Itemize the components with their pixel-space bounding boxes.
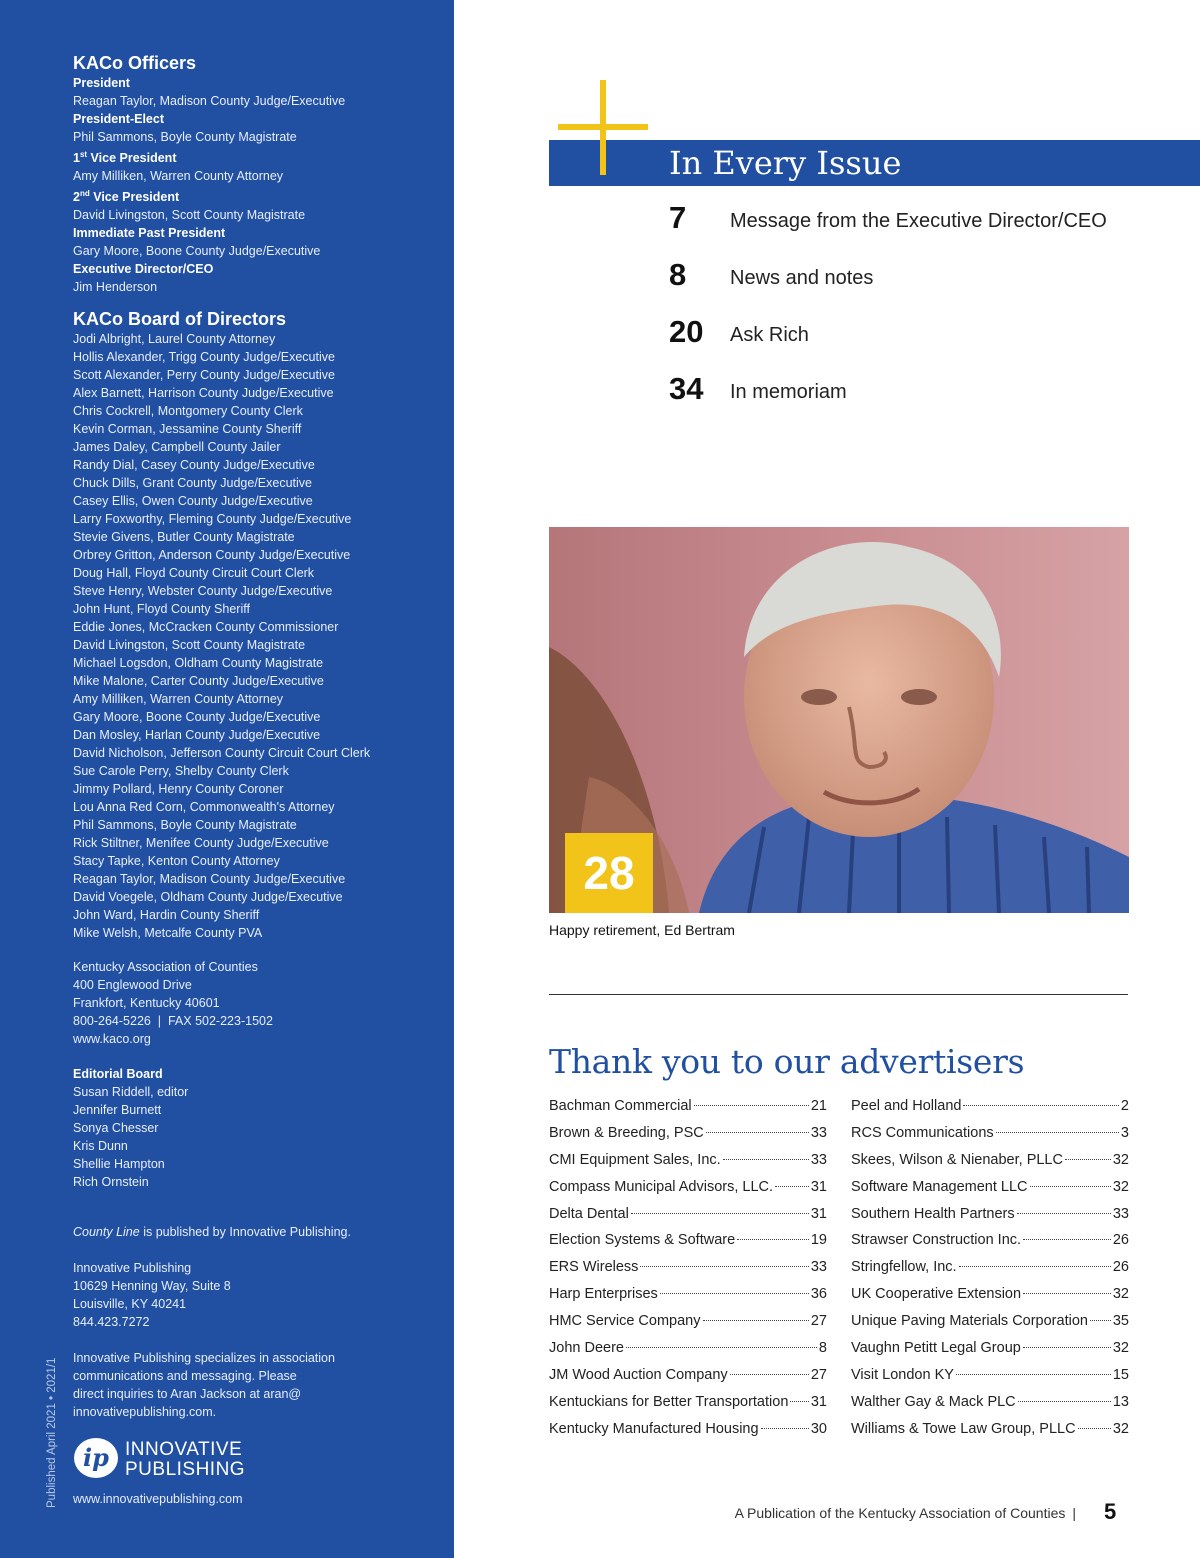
- advertiser-page: 19: [810, 1232, 827, 1249]
- advertiser-page: 26: [1112, 1232, 1129, 1249]
- advertiser-row[interactable]: [549, 1421, 827, 1448]
- advertiser-name: Bachman Commercial: [549, 1098, 692, 1114]
- dot-leader: [694, 1105, 809, 1106]
- advertiser-name: John Deere: [549, 1340, 624, 1357]
- advertiser-row[interactable]: [549, 1232, 827, 1259]
- advertiser-row[interactable]: [549, 1340, 827, 1367]
- issue-label: Message from the Executive Director/CEO: [730, 210, 1107, 232]
- advertiser-name: RCS Communications: [851, 1124, 994, 1141]
- dot-leader: [1023, 1293, 1111, 1294]
- officer-role: 2nd Vice President: [73, 189, 180, 205]
- publisher-city: Louisville, KY 40241: [73, 1297, 187, 1311]
- publication-date-note: Published April 2021 • 2021/1: [46, 1357, 58, 1508]
- editorial-member: Susan Riddell, editor: [73, 1085, 189, 1099]
- officer-role: President-Elect: [73, 112, 165, 126]
- editorial-member: Sonya Chesser: [73, 1121, 159, 1135]
- advertiser-row[interactable]: [851, 1340, 1129, 1367]
- dot-leader: [626, 1347, 817, 1348]
- advertiser-page: 27: [810, 1366, 827, 1383]
- association-phone: 800-264-5226 | FAX 502-223-1502: [73, 1014, 273, 1028]
- advertiser-name: Walther Gay & Mack PLC: [851, 1393, 1016, 1410]
- advertiser-name: JM Wood Auction Company: [549, 1366, 728, 1383]
- board-member: Dan Mosley, Harlan County Judge/Executive: [73, 728, 321, 743]
- board-member: David Voegele, Oldham County Judge/Executive: [73, 890, 343, 905]
- advertiser-row[interactable]: [851, 1125, 1129, 1152]
- feature-page-badge: 28: [565, 833, 653, 913]
- footer-text: A Publication of the Kentucky Association of Counties: [734, 1505, 1066, 1521]
- officer-name: Gary Moore, Boone County Judge/Executive: [73, 244, 321, 259]
- advertiser-row[interactable]: [851, 1259, 1129, 1286]
- in-every-issue-title: In Every Issue: [669, 144, 902, 182]
- advertiser-page: 27: [810, 1313, 827, 1330]
- dot-leader: [959, 1266, 1111, 1267]
- publication-name: County Line: [73, 1225, 140, 1239]
- issue-page-number: 34: [669, 371, 704, 406]
- advertiser-row[interactable]: [851, 1313, 1129, 1340]
- publisher-blurb: [73, 1349, 443, 1421]
- advertiser-name: Software Management LLC: [851, 1178, 1028, 1195]
- advertiser-name: ERS Wireless: [549, 1259, 639, 1276]
- advertiser-name: Delta Dental: [549, 1205, 629, 1222]
- association-web[interactable]: www.kaco.org: [73, 1032, 151, 1046]
- board-member: Steve Henry, Webster County Judge/Executive: [73, 584, 333, 599]
- issue-label: In memoriam: [730, 381, 847, 403]
- board-member: Chris Cockrell, Montgomery County Clerk: [73, 404, 303, 419]
- footer-separator: |: [1072, 1505, 1076, 1521]
- board-heading: KACo Board of Directors: [73, 309, 287, 330]
- advertiser-page: 36: [810, 1286, 827, 1303]
- dot-leader: [775, 1186, 809, 1187]
- publisher-address: [73, 1259, 443, 1331]
- advertiser-name: Kentuckians for Better Transportation: [549, 1393, 789, 1410]
- advertiser-name: Visit London KY: [851, 1366, 954, 1383]
- board-member: Lou Anna Red Corn, Commonwealth's Attorney: [73, 800, 335, 815]
- board-member: Larry Foxworthy, Fleming County Judge/Executive: [73, 512, 352, 527]
- dot-leader: [761, 1428, 809, 1429]
- publisher-statement: [73, 1223, 443, 1241]
- board-member: John Hunt, Floyd County Sheriff: [73, 602, 250, 617]
- advertiser-row[interactable]: [549, 1259, 827, 1286]
- advertiser-row[interactable]: [549, 1394, 827, 1421]
- advertiser-row[interactable]: [549, 1286, 827, 1313]
- advertiser-name: Stringfellow, Inc.: [851, 1259, 957, 1276]
- advertiser-name: Southern Health Partners: [851, 1205, 1015, 1222]
- footer: [735, 1505, 1083, 1521]
- advertiser-name: HMC Service Company: [549, 1313, 701, 1330]
- blurb-line: Innovative Publishing specializes in association: [73, 1351, 335, 1365]
- issue-page-number: 20: [669, 314, 704, 349]
- page-number: 5: [1104, 1499, 1117, 1524]
- board-member: Reagan Taylor, Madison County Judge/Executive: [73, 872, 346, 887]
- officer-role: Immediate Past President: [73, 226, 226, 241]
- advertiser-name: Kentucky Manufactured Housing: [549, 1420, 759, 1437]
- board-member: Orbrey Gritton, Anderson County Judge/Executive: [73, 548, 351, 563]
- board-member: Scott Alexander, Perry County Judge/Executive: [73, 368, 335, 383]
- board-member: John Ward, Hardin County Sheriff: [73, 908, 260, 923]
- advertiser-row[interactable]: [851, 1232, 1129, 1259]
- dot-leader: [631, 1213, 809, 1214]
- advertiser-row[interactable]: [549, 1206, 827, 1233]
- board-member: Jodi Albright, Laurel County Attorney: [73, 332, 276, 347]
- dot-leader: [660, 1293, 809, 1294]
- advertiser-page: 30: [810, 1420, 827, 1437]
- board-member: Casey Ellis, Owen County Judge/Executive: [73, 494, 313, 509]
- advertiser-row[interactable]: [851, 1394, 1129, 1421]
- advertiser-page: 31: [810, 1205, 827, 1222]
- advertiser-name: Compass Municipal Advisors, LLC.: [549, 1178, 774, 1195]
- logo-mark: ip: [83, 1443, 109, 1472]
- dot-leader: [996, 1132, 1119, 1133]
- board-member: Doug Hall, Floyd County Circuit Court Clerk: [73, 566, 315, 581]
- board-member: Sue Carole Perry, Shelby County Clerk: [73, 764, 289, 779]
- editorial-member: Rich Ornstein: [73, 1175, 149, 1189]
- advertiser-name: Harp Enterprises: [549, 1286, 658, 1303]
- board-member: David Nicholson, Jefferson County Circuit Court Clerk: [73, 746, 371, 761]
- advertiser-row[interactable]: [549, 1367, 827, 1394]
- officer-name: Reagan Taylor, Madison County Judge/Executive: [73, 94, 346, 108]
- advertiser-page: 33: [810, 1124, 827, 1141]
- dot-leader: [723, 1159, 809, 1160]
- board-member: Phil Sammons, Boyle County Magistrate: [73, 818, 297, 833]
- publisher-street: 10629 Henning Way, Suite 8: [73, 1279, 231, 1293]
- advertiser-page: 32: [1112, 1151, 1129, 1168]
- advertiser-page: 21: [810, 1098, 827, 1114]
- officer-name: Jim Henderson: [73, 280, 158, 295]
- advertiser-page: 26: [1112, 1259, 1129, 1276]
- advertiser-row[interactable]: [851, 1179, 1129, 1206]
- advertiser-page: 33: [1112, 1205, 1129, 1222]
- board-member: Rick Stiltner, Menifee County Judge/Executive: [73, 836, 329, 851]
- dot-leader: [1030, 1186, 1111, 1187]
- officers-heading: KACo Officers: [73, 53, 197, 73]
- advertisers-left-column: [549, 1098, 827, 1448]
- advertisers-title: Thank you to our advertisers: [549, 1042, 1025, 1081]
- editorial-list: [73, 1083, 443, 1191]
- publisher-name: Innovative Publishing: [73, 1261, 192, 1275]
- advertiser-page: 8: [818, 1340, 827, 1357]
- advertiser-row[interactable]: [549, 1125, 827, 1152]
- yellow-cross-horizontal: [558, 124, 648, 130]
- advertiser-row[interactable]: [851, 1206, 1129, 1233]
- board-member: Jimmy Pollard, Henry County Coroner: [73, 782, 284, 797]
- advertiser-row[interactable]: [549, 1313, 827, 1340]
- advertiser-page: 32: [1112, 1340, 1129, 1357]
- advertiser-row[interactable]: [549, 1098, 827, 1125]
- board-member: Mike Malone, Carter County Judge/Executive: [73, 674, 324, 689]
- publisher-url[interactable]: www.innovativepublishing.com: [73, 1492, 243, 1506]
- editorial-heading: Editorial Board: [73, 1067, 163, 1081]
- logo-line-2: PUBLISHING: [125, 1459, 246, 1480]
- board-member: Kevin Corman, Jessamine County Sheriff: [73, 422, 302, 437]
- advertiser-name: UK Cooperative Extension: [851, 1286, 1022, 1303]
- board-member: Chuck Dills, Grant County Judge/Executive: [73, 476, 312, 491]
- advertiser-row[interactable]: [549, 1152, 827, 1179]
- dot-leader: [790, 1401, 808, 1402]
- advertiser-page: 15: [1112, 1366, 1129, 1383]
- section-divider: [549, 994, 1128, 995]
- board-member: Eddie Jones, McCracken County Commissioner: [73, 620, 339, 635]
- logo-line-1: INNOVATIVE: [125, 1439, 243, 1460]
- dot-leader: [1078, 1428, 1111, 1429]
- dot-leader: [1090, 1320, 1111, 1321]
- advertiser-page: 2: [1120, 1098, 1129, 1114]
- advertiser-row[interactable]: [851, 1421, 1129, 1448]
- dot-leader: [1017, 1213, 1111, 1214]
- issue-page-number: 8: [669, 257, 687, 292]
- advertiser-page: 31: [810, 1178, 827, 1195]
- advertiser-page: 3: [1120, 1124, 1129, 1141]
- board-member: Stacy Tapke, Kenton County Attorney: [73, 854, 280, 869]
- advertiser-page: 13: [1112, 1393, 1129, 1410]
- dot-leader: [640, 1266, 808, 1267]
- board-member: Gary Moore, Boone County Judge/Executive: [73, 710, 321, 725]
- advertiser-page: 33: [810, 1259, 827, 1276]
- dot-leader: [706, 1132, 809, 1133]
- advertiser-name: Vaughn Petitt Legal Group: [851, 1340, 1021, 1357]
- dot-leader: [956, 1374, 1111, 1375]
- advertiser-page: 32: [1112, 1420, 1129, 1437]
- advertiser-page: 33: [810, 1151, 827, 1168]
- editorial-board: [73, 1065, 443, 1191]
- advertiser-row[interactable]: [549, 1179, 827, 1206]
- board-member: Randy Dial, Casey County Judge/Executive: [73, 458, 315, 473]
- dot-leader: [730, 1374, 809, 1375]
- board-member: Amy Milliken, Warren County Attorney: [73, 692, 284, 707]
- advertiser-name: CMI Equipment Sales, Inc.: [549, 1151, 721, 1168]
- association-address: [73, 958, 443, 1048]
- advertiser-page: 32: [1112, 1286, 1129, 1303]
- board-member: Hollis Alexander, Trigg County Judge/Executive: [73, 350, 335, 365]
- advertisers-right-column: [851, 1098, 1129, 1448]
- officer-role: 1st Vice President: [73, 150, 177, 166]
- advertiser-row[interactable]: [851, 1152, 1129, 1179]
- editorial-member: Jennifer Burnett: [73, 1103, 162, 1117]
- advertiser-row[interactable]: [851, 1286, 1129, 1313]
- association-city: Frankfort, Kentucky 40601: [73, 996, 220, 1010]
- published-by: is published by Innovative Publishing.: [139, 1225, 351, 1239]
- officers-and-board: [73, 52, 433, 942]
- feature-caption: Happy retirement, Ed Bertram: [549, 922, 735, 938]
- officer-role: Executive Director/CEO: [73, 262, 214, 277]
- advertiser-name: Strawser Construction Inc.: [851, 1232, 1022, 1249]
- dot-leader: [737, 1239, 809, 1240]
- association-street: 400 Englewood Drive: [73, 978, 192, 992]
- issue-label: News and notes: [730, 267, 874, 289]
- blurb-line: direct inquiries to Aran Jackson at aran@: [73, 1387, 302, 1401]
- board-list: [73, 330, 433, 942]
- advertiser-page: 35: [1112, 1313, 1129, 1330]
- dot-leader: [703, 1320, 809, 1321]
- issue-label: Ask Rich: [730, 324, 809, 346]
- board-member: Alex Barnett, Harrison County Judge/Executive: [73, 386, 334, 401]
- editorial-member: Shellie Hampton: [73, 1157, 165, 1171]
- sidebar: [0, 0, 454, 1558]
- advertiser-row[interactable]: [851, 1098, 1129, 1125]
- board-member: Stevie Givens, Butler County Magistrate: [73, 530, 295, 545]
- advertiser-name: Election Systems & Software: [549, 1232, 736, 1249]
- blurb-line: communications and messaging. Please: [73, 1369, 297, 1383]
- innovative-publishing-logo: [73, 1435, 273, 1481]
- dot-leader: [1018, 1401, 1111, 1402]
- blurb-line: innovativepublishing.com.: [73, 1405, 217, 1419]
- advertiser-name: Brown & Breeding, PSC: [549, 1124, 704, 1141]
- issue-page-number: 7: [669, 200, 687, 235]
- dot-leader: [1065, 1159, 1111, 1160]
- board-member: Mike Welsh, Metcalfe County PVA: [73, 926, 263, 941]
- officer-role: President: [73, 76, 130, 90]
- officer-name: Amy Milliken, Warren County Attorney: [73, 169, 284, 184]
- advertiser-name: Williams & Towe Law Group, PLLC: [851, 1420, 1076, 1437]
- association-name: Kentucky Association of Counties: [73, 960, 258, 974]
- editorial-member: Kris Dunn: [73, 1139, 128, 1153]
- advertiser-page: 31: [810, 1393, 827, 1410]
- board-member: James Daley, Campbell County Jailer: [73, 440, 281, 455]
- dot-leader: [1023, 1239, 1111, 1240]
- advertiser-name: Skees, Wilson & Nienaber, PLLC: [851, 1151, 1063, 1168]
- dot-leader: [1023, 1347, 1111, 1348]
- officer-name: Phil Sammons, Boyle County Magistrate: [73, 130, 297, 144]
- advertiser-row[interactable]: [851, 1367, 1129, 1394]
- publisher-phone: 844.423.7272: [73, 1315, 150, 1329]
- dot-leader: [963, 1105, 1118, 1106]
- advertiser-page: 32: [1112, 1178, 1129, 1195]
- advertiser-name: Unique Paving Materials Corporation: [851, 1313, 1088, 1330]
- advertiser-name: Peel and Holland: [851, 1098, 962, 1114]
- board-member: Michael Logsdon, Oldham County Magistrate: [73, 656, 324, 671]
- officer-name: David Livingston, Scott County Magistrate: [73, 208, 306, 223]
- board-member: David Livingston, Scott County Magistrate: [73, 638, 306, 653]
